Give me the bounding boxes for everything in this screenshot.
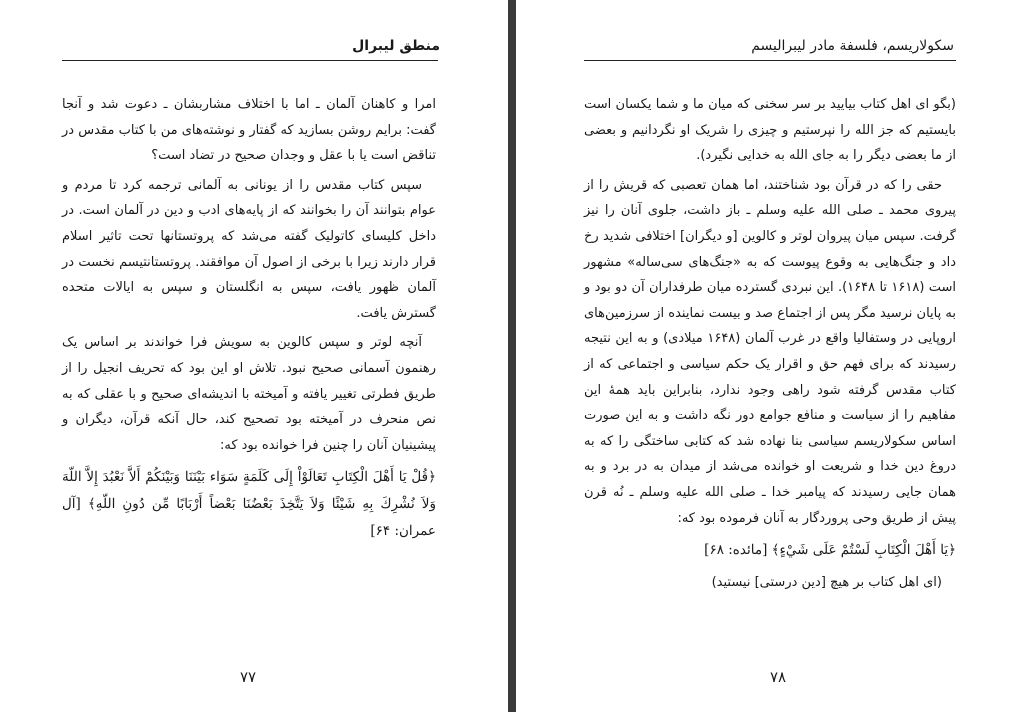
paragraph: آنچه لوتر و سپس کالوین به سویش فرا خواندند بر اساس یک رهنمون آسمانی صحیح نبود. تلاش او این بود که تحریف انجیل را از طریق فطرتی تغییر یافته و آمیخته با اندیشه‌ای صحیح و با عقلی که به نص منحرف در آمیخته بود تصحیح کند، حال آنکه قرآن، دیگران و پیشینیان آنان را چنین فرا خوانده بود که:: [62, 335, 436, 453]
running-header-title: سکولاریسم، فلسفة مادر لیبرالیسم: [751, 38, 954, 54]
paragraph: سپس کتاب مقدس را از یونانی به آلمانی ترجمه کرد تا مردم و عوام بتوانند آن را بخوانند که از پایه‌های ادب و دین در آلمان است. در داخل کلیسای کاتولیک گفته می‌شد که پروتستانها تحت تاثیر اسلام قرار دارند زیرا با برخی از اصول آن موافقند. پروتستانتیسم نخست در آلمان ظهور یافت، سپس به انگلستان و سپس به ایالات متحده گسترش یافت.: [62, 177, 436, 321]
quran-verse: ﴿يَا أَهْلَ الْكِتَابِ لَسْتُمْ عَلَى شَيْءٍ﴾ [مائده: ۶۸]: [704, 542, 956, 559]
verse-translation: (ای اهل کتاب بر هیچ [دین درستی] نیستید): [711, 575, 942, 591]
running-header-title: منطق لیبرال: [352, 38, 440, 54]
paragraph: (بگو ای اهل کتاب بیایید بر سر سخنی که میان ما و شما یکسان است بایستیم که جز الله را نپرستیم و چیزی را شریک او نگردانیم و بعضی از ما بعضی دیگر را به جای الله به خدایی نگیرد).: [584, 97, 956, 164]
page-number: ۷۷: [239, 668, 257, 686]
paragraph: امرا و کاهنان آلمان ـ اما با اختلاف مشاربشان ـ دعوت شد و آنجا گفت: برایم روشن بسازید که گفتار و نوشته‌های من با کتاب مقدس در تناقض است یا با عقل و وجدان صحیح در تضاد است؟: [62, 97, 436, 164]
page-body: [62, 92, 436, 551]
quran-verse: ﴿قُلْ يَا أَهْلَ الْكِتَابِ تَعَالَوْاْ إِلَى كَلَمَةٍ سَوَاء بَيْنَنَا وَبَيْنَكُمْ أَلاَّ نَعْبُدَ إِلاَّ اللّهَ وَلاَ نُشْرِكَ بِهِ شَيْئًا وَلاَ يَتَّخِذَ بَعْضُنَا بَعْضاً أَرْبَابًا مِّن دُونِ اللّهِ﴾ [آل عمران: ۶۴]: [62, 469, 436, 540]
right-page: [516, 0, 1024, 712]
left-page: [0, 0, 508, 712]
header-rule: [584, 60, 956, 61]
page-number: ۷۸: [769, 668, 787, 686]
paragraph: حقی را که در قرآن بود شناختند، اما همان تعصبی که قریش را از پیروی محمد ـ صلی الله علیه وسلم ـ باز داشت، جلوی آنان را نیز گرفت. سپس میان پیروان لوتر و کالوین [و دیگران] اختلافی شدید رخ داد و جنگ‌هایی به وقوع پیوست که به «جنگ‌های سی‌ساله» مشهور است (۱۶۱۸ تا ۱۶۴۸). این نبردی گسترده میان طرفداران آن دو بود و به پایان نرسید مگر پس از اجتماع صد و بیست نماینده از سرزمین‌های اروپایی در وستفالیا واقع در غرب آلمان (۱۶۴۸ میلادی) و به این نتیجه رسیدند که برای فهم حق و اقرار یک حکم سیاسی و اجتماعی که از کتاب مقدس گرفته شود راهی وجود ندارد، بنابراین باید همهٔ این مفاهیم را از سیاست و منافع جوامع دور نگه داشت و به این صورت اساس سکولاریسم سیاسی بنا نهاده شد که کتابی ساختگی را که به دروغ دین خدا و شریعت او خوانده می‌شد از میدان به در برد و به همان جایی رسیدند که پیامبر خدا ـ صلی الله علیه وسلم ـ نُه قرن پیش از طریق وحی پروردگار به آنان فرموده بود که:: [584, 177, 956, 526]
header-rule: [62, 60, 438, 61]
page-body: [584, 92, 956, 600]
book-gutter: [508, 0, 516, 712]
